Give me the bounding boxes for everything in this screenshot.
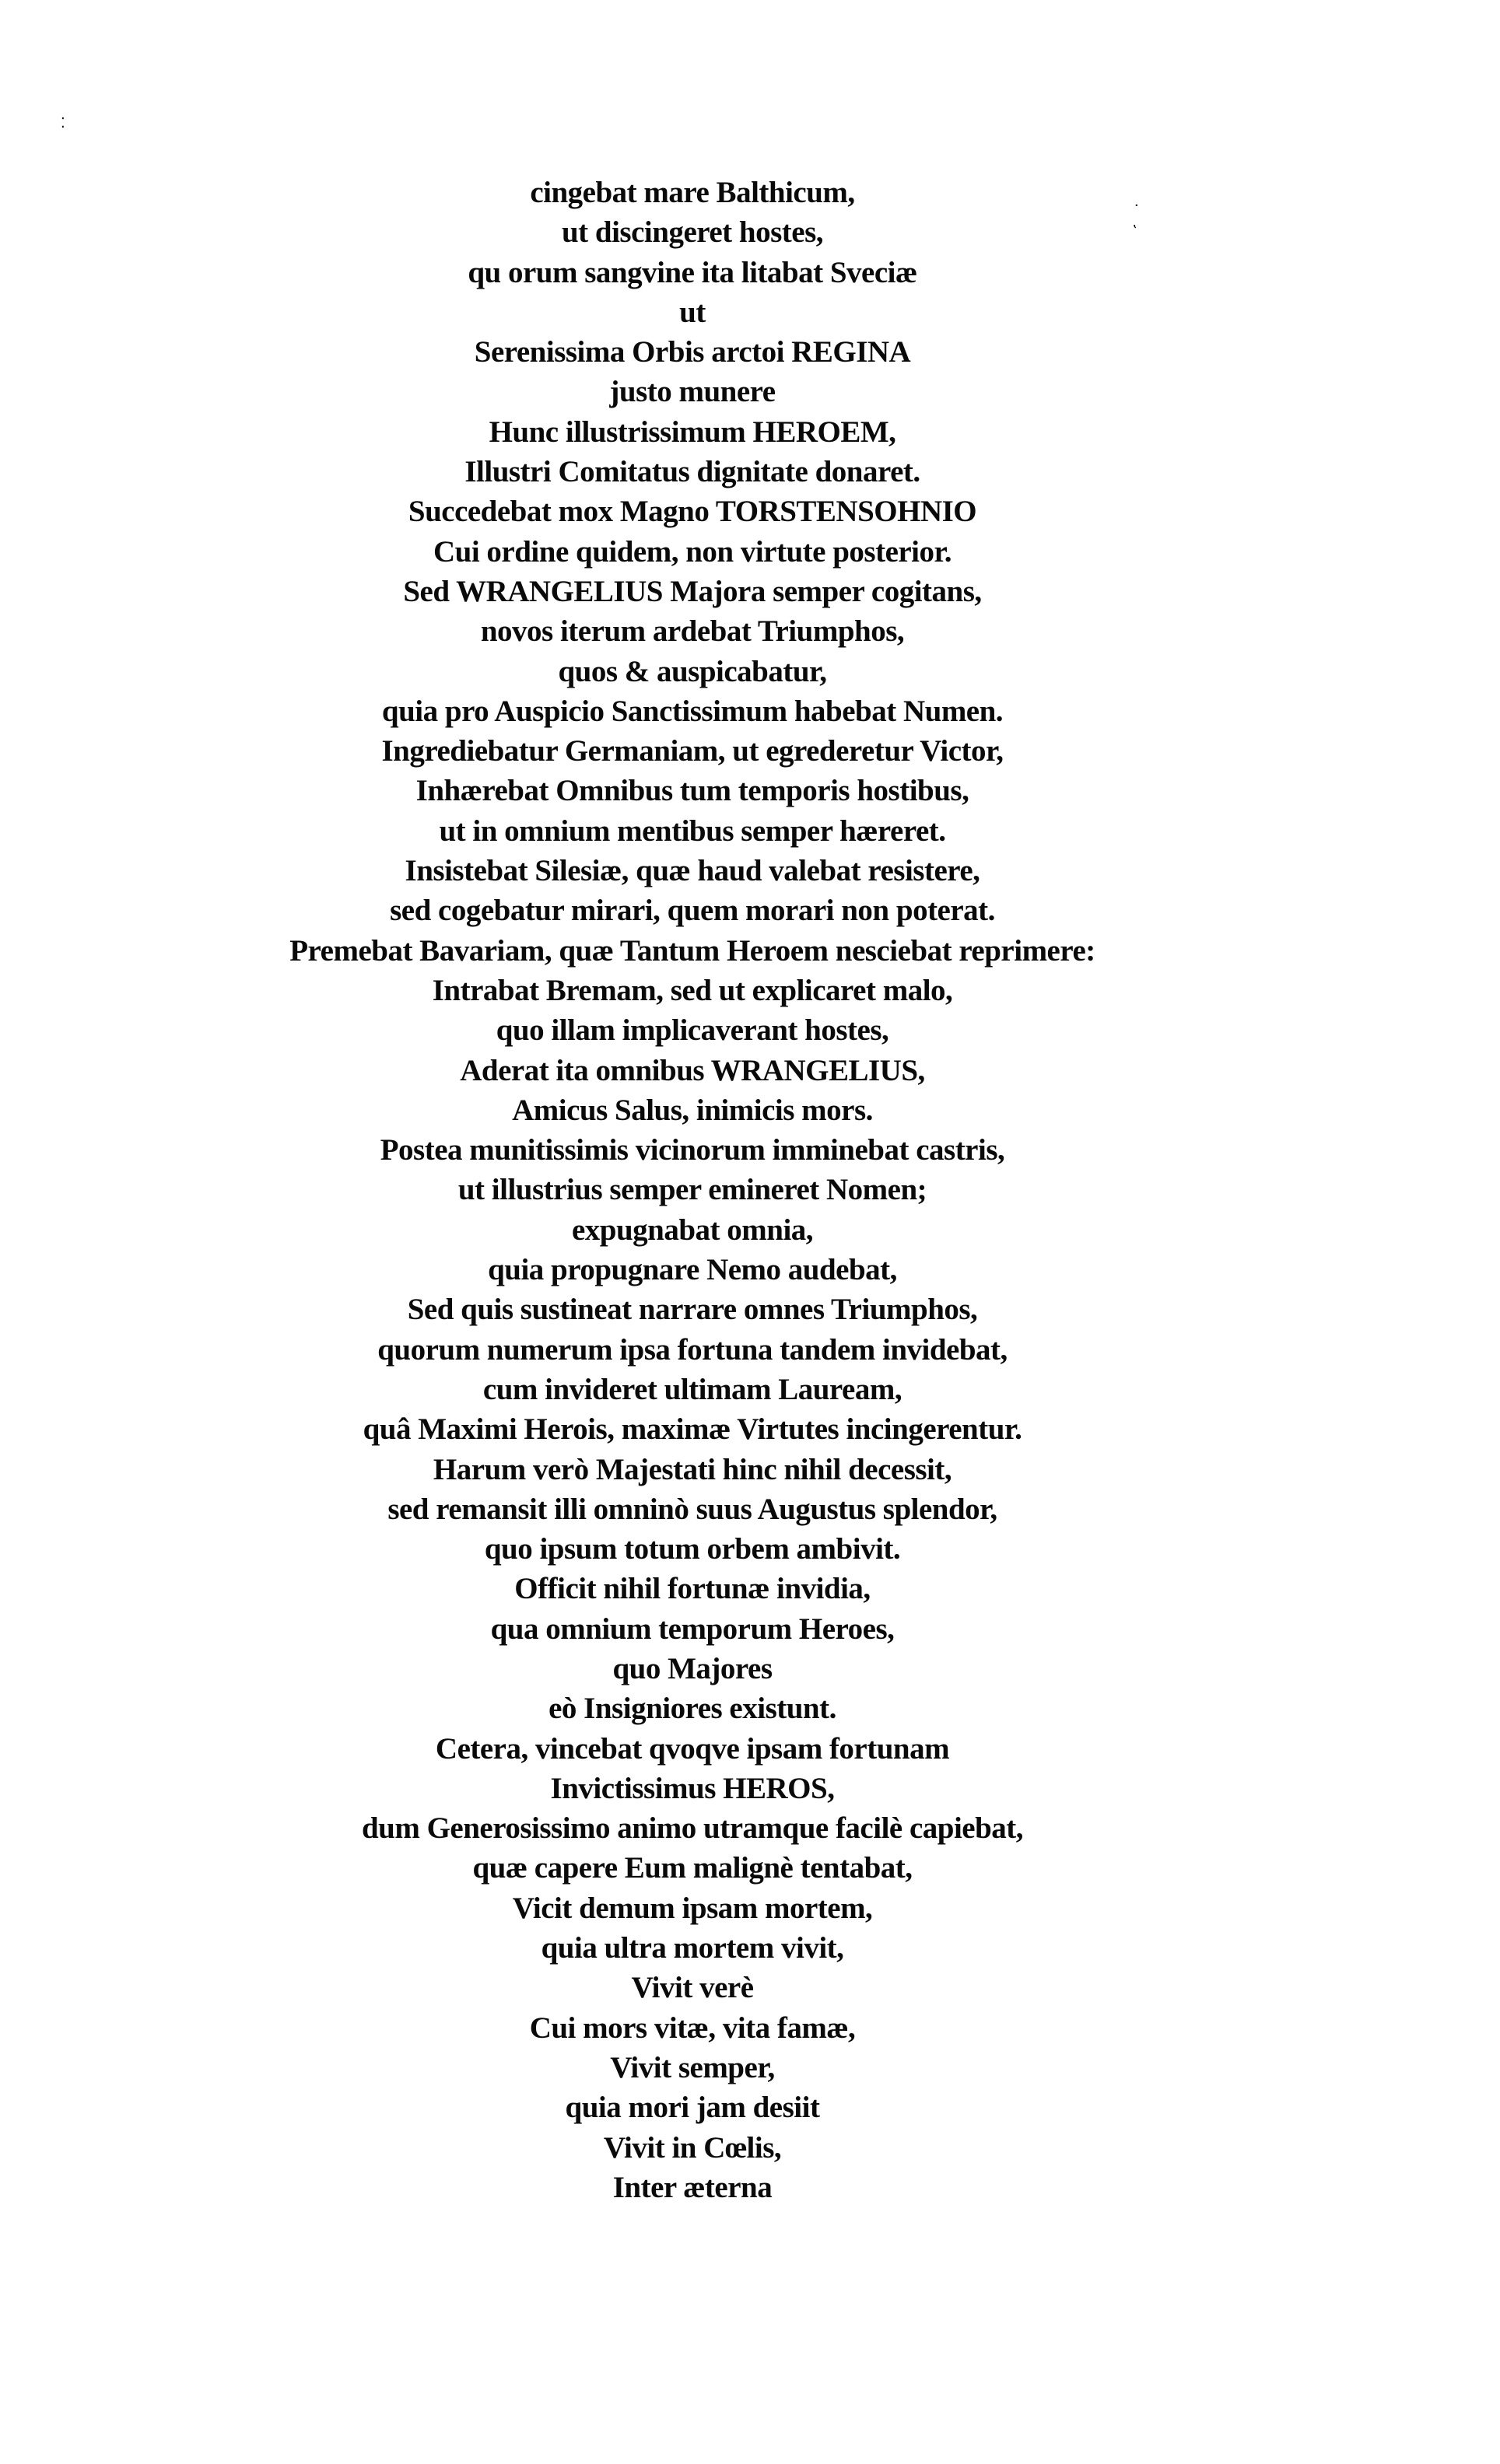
text-line: ut discingeret hostes, <box>561 215 824 250</box>
text-line: Succedebat mox Magno TORSTENSOHNIO <box>408 495 977 529</box>
text-line: quo ipsum totum orbem ambivit. <box>484 1532 901 1566</box>
text-line: Serenissima Orbis arctoi REGINA <box>474 335 911 369</box>
text-line: Sed quis sustineat narrare omnes Triumphos, <box>407 1293 978 1327</box>
text-line: quia propugnare Nemo audebat, <box>488 1253 897 1287</box>
text-line: justo munere <box>609 375 776 409</box>
text-line: Vivit in Cœlis, <box>603 2130 782 2165</box>
text-line: Cui ordine quidem, non virtute posterior. <box>433 534 952 569</box>
text-line: Vicit demum ipsam mortem, <box>512 1891 873 1925</box>
text-line: quia pro Auspicio Sanctissimum habebat Numen. <box>381 694 1004 728</box>
text-line: quo illam implicaverant hostes, <box>496 1013 889 1048</box>
eulogy-text <box>265 173 1120 2207</box>
text-line: Hunc illustrissimum HEROEM, <box>489 415 896 449</box>
text-line: Postea munitissimis vicinorum imminebat castris, <box>380 1133 1005 1167</box>
text-line: Inter æterna <box>612 2170 773 2204</box>
text-line: Insistebat Silesiæ, quæ haud valebat resistere, <box>405 854 980 888</box>
text-line: Officit nihil fortunæ invidia, <box>514 1572 871 1606</box>
text-line: Sed WRANGELIUS Majora semper cogitans, <box>403 574 982 608</box>
text-line: ut illustrius semper emineret Nomen; <box>457 1173 927 1207</box>
text-line: cum invideret ultimam Lauream, <box>482 1372 902 1406</box>
text-line: novos iterum ardebat Triumphos, <box>480 614 905 649</box>
text-line: quo Majores <box>612 1651 773 1685</box>
text-line: Invictissimus HEROS, <box>550 1771 835 1805</box>
text-line: cingebat mare Balthicum, <box>530 176 855 209</box>
text-line: sed remansit illi omninò suus Augustus splendor, <box>387 1492 997 1526</box>
text-line: quâ Maximi Herois, maximæ Virtutes incingerentur. <box>363 1412 1022 1447</box>
text-line: Vivit verè <box>631 1971 754 2005</box>
margin-mark: ⁚ <box>61 115 65 131</box>
text-line: qua omnium temporum Heroes, <box>490 1612 895 1646</box>
text-line: expugnabat omnia, <box>571 1213 814 1247</box>
text-line: Inhærebat Omnibus tum temporis hostibus, <box>415 774 969 808</box>
text-line: sed cogebatur mirari, quem morari non poterat. <box>390 894 995 928</box>
text-line: quæ capere Eum malignè tentabat, <box>472 1851 913 1885</box>
text-line: qu orum sangvine ita litabat Sveciæ <box>468 255 917 289</box>
text-line: Cetera, vincebat qvoqve ipsam fortunam <box>435 1731 950 1766</box>
text-line: Amicus Salus, inimicis mors. <box>512 1093 873 1127</box>
text-line: eò Insigniores existunt. <box>548 1692 836 1726</box>
text-line: Vivit semper, <box>610 2050 775 2084</box>
text-line: Illustri Comitatus dignitate donaret. <box>464 455 920 489</box>
text-line: Premebat Bavariam, quæ Tantum Heroem nesciebat reprimere: <box>289 933 1095 968</box>
text-line: Aderat ita omnibus WRANGELIUS, <box>460 1053 925 1087</box>
margin-mark: · <box>1134 198 1139 214</box>
text-line: ut in omnium mentibus semper hæreret. <box>439 814 946 848</box>
text-line: Intrabat Bremam, sed ut explicaret malo, <box>432 973 953 1007</box>
text-line: quia mori jam desiit <box>565 2091 820 2125</box>
text-line: quia ultra mortem vivit, <box>541 1931 844 1965</box>
text-line: Cui mors vitæ, vita famæ, <box>529 2011 856 2045</box>
text-line: quorum numerum ipsa fortuna tandem invidebat, <box>377 1332 1008 1367</box>
text-line: Harum verò Majestati hinc nihil decessit, <box>433 1452 952 1486</box>
text-line: ut <box>679 295 706 329</box>
text-line: dum Generosissimo animo utramque facilè capiebat, <box>361 1811 1024 1846</box>
margin-mark: ‛ <box>1133 222 1137 239</box>
text-line: quos & auspicabatur, <box>558 654 827 688</box>
text-line: Ingrediebatur Germaniam, ut egrederetur Victor, <box>381 734 1004 768</box>
